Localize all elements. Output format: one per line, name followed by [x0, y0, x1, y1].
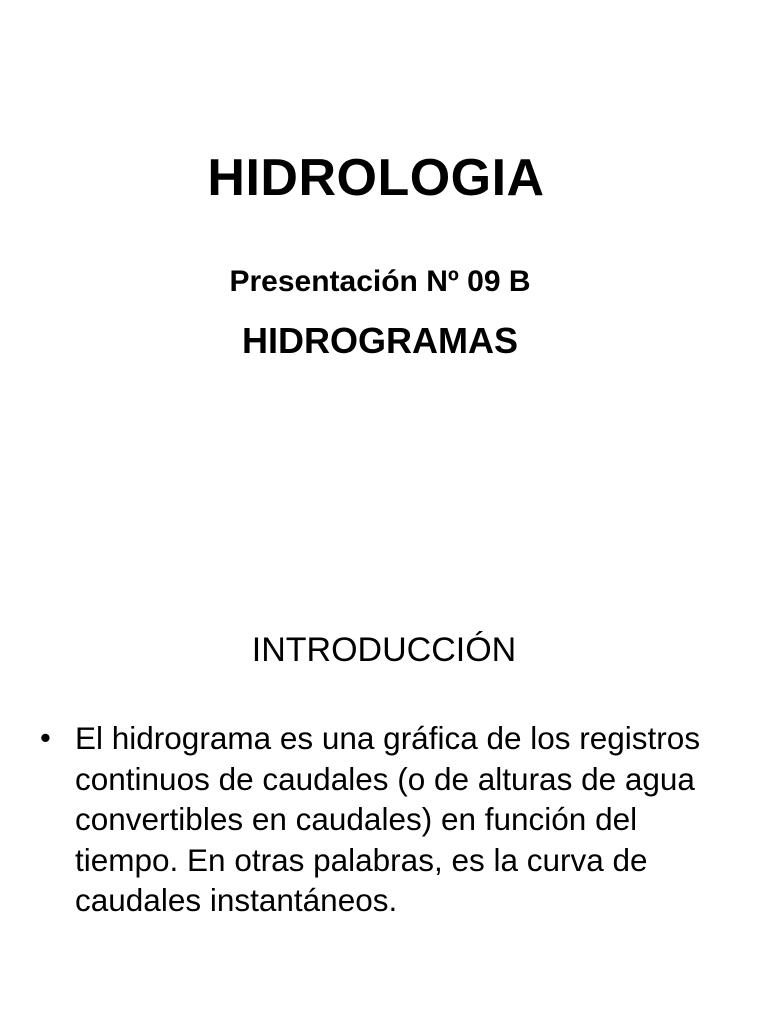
bullet-item	[40, 718, 740, 921]
bullet-list	[40, 718, 740, 921]
presentation-number: Presentación Nº 09 B	[229, 265, 531, 298]
slide-title: HIDROLOGIA	[207, 149, 545, 207]
bullet-icon: •	[40, 720, 51, 755]
topic-heading: HIDROGRAMAS	[242, 320, 518, 361]
bullet-text: El hidrograma es una gráfica de los registros continuos de caudales (o de alturas de agua convertibles en caudales) en función del tiempo. En otras palabras, es la curva de caudales instantáneos.	[75, 720, 701, 918]
section-heading: INTRODUCCIÓN	[251, 631, 517, 669]
